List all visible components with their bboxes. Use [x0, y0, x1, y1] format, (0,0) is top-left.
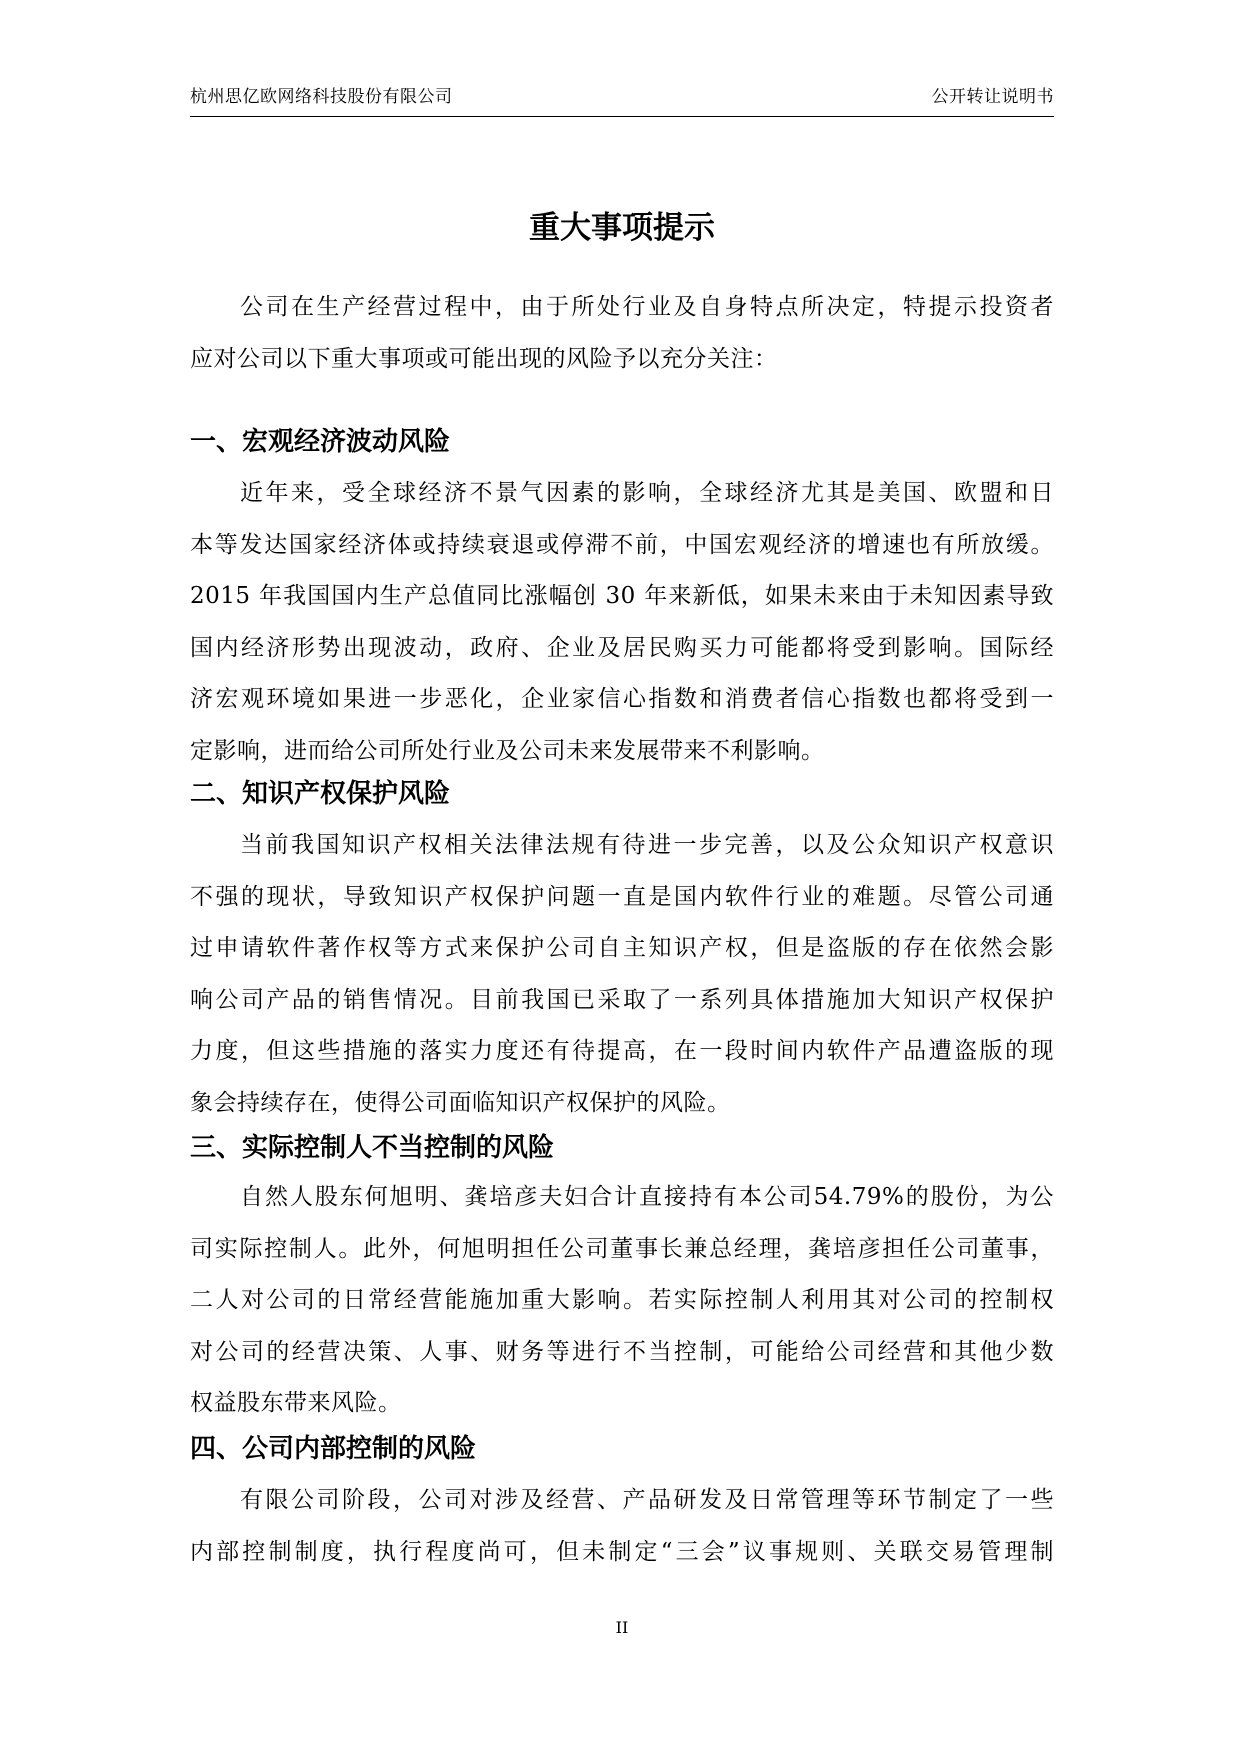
section-paragraph-internal-control-risk	[190, 1475, 1054, 1578]
header-company-name: 杭州思亿欧网络科技股份有限公司	[190, 87, 453, 107]
paragraph-line: 不强的现状，导致知识产权保护问题一直是国内软件行业的难题。尽管公司通	[190, 883, 1054, 910]
paragraph-line: 本等发达国家经济体或持续衰退或停滞不前，中国宏观经济的增速也有所放缓。	[190, 531, 1054, 558]
paragraph-line: 2015 年我国国内生产总值同比涨幅创 30 年来新低，如果未来由于未知因素导致	[190, 583, 1054, 609]
paragraph-line: 国内经济形势出现波动，政府、企业及居民购买力可能都将受到影响。国际经	[190, 634, 1054, 661]
paragraph-line: 对公司的经营决策、人事、财务等进行不当控制，可能给公司经营和其他少数	[190, 1338, 1054, 1365]
paragraph-line: 权益股东带来风险。	[190, 1390, 402, 1416]
page-header	[190, 86, 1054, 117]
page-number: II	[615, 1618, 629, 1637]
section-paragraph-ip-risk	[190, 820, 1054, 1129]
section-heading-internal-control-risk: 四、公司内部控制的风险	[190, 1434, 477, 1464]
paragraph-line: 响公司产品的销售情况。目前我国已采取了一系列具体措施加大知识产权保护	[190, 986, 1054, 1013]
paragraph-line: 内部控制制度，执行程度尚可，但未制定“三会”议事规则、关联交易管理制	[190, 1538, 1054, 1565]
paragraph-line: 公司在生产经营过程中，由于所处行业及自身特点所决定，特提示投资者	[240, 294, 1054, 320]
section-heading-ip-risk: 二、知识产权保护风险	[190, 779, 451, 809]
paragraph-line: 近年来，受全球经济不景气因素的影响，全球经济尤其是美国、欧盟和日	[240, 480, 1054, 506]
section-paragraph-control-risk	[190, 1172, 1054, 1430]
paragraph-line: 自然人股东何旭明、龚培彦夫妇合计直接持有本公司54.79%的股份，为公	[240, 1184, 1054, 1210]
paragraph-line: 二人对公司的日常经营能施加重大影响。若实际控制人利用其对公司的控制权	[190, 1287, 1054, 1313]
section-heading-control-risk: 三、实际控制人不当控制的风险	[190, 1133, 555, 1163]
paragraph-line: 当前我国知识产权相关法律法规有待进一步完善，以及公众知识产权意识	[240, 832, 1054, 858]
section-heading-macro-risk: 一、宏观经济波动风险	[190, 427, 451, 457]
intro-paragraph	[190, 282, 1054, 385]
section-paragraph-macro-risk	[190, 468, 1054, 777]
paragraph-line: 象会持续存在，使得公司面临知识产权保护的风险。	[190, 1089, 731, 1116]
header-document-type: 公开转让说明书	[931, 87, 1054, 107]
paragraph-line: 济宏观环境如果进一步恶化，企业家信心指数和消费者信心指数也都将受到一	[190, 686, 1054, 712]
paragraph-line: 力度，但这些措施的落实力度还有待提高，在一段时间内软件产品遭盗版的现	[190, 1038, 1054, 1064]
paragraph-line: 有限公司阶段，公司对涉及经营、产品研发及日常管理等环节制定了一些	[240, 1487, 1054, 1513]
paragraph-line: 司实际控制人。此外，何旭明担任公司董事长兼总经理，龚培彦担任公司董事，	[190, 1235, 1054, 1262]
paragraph-line: 过申请软件著作权等方式来保护公司自主知识产权，但是盗版的存在依然会影	[190, 935, 1054, 961]
page-title: 重大事项提示	[529, 210, 715, 246]
paragraph-line: 应对公司以下重大事项或可能出现的风险予以充分关注：	[190, 345, 778, 372]
paragraph-line: 定影响，进而给公司所处行业及公司未来发展带来不利影响。	[190, 737, 825, 764]
